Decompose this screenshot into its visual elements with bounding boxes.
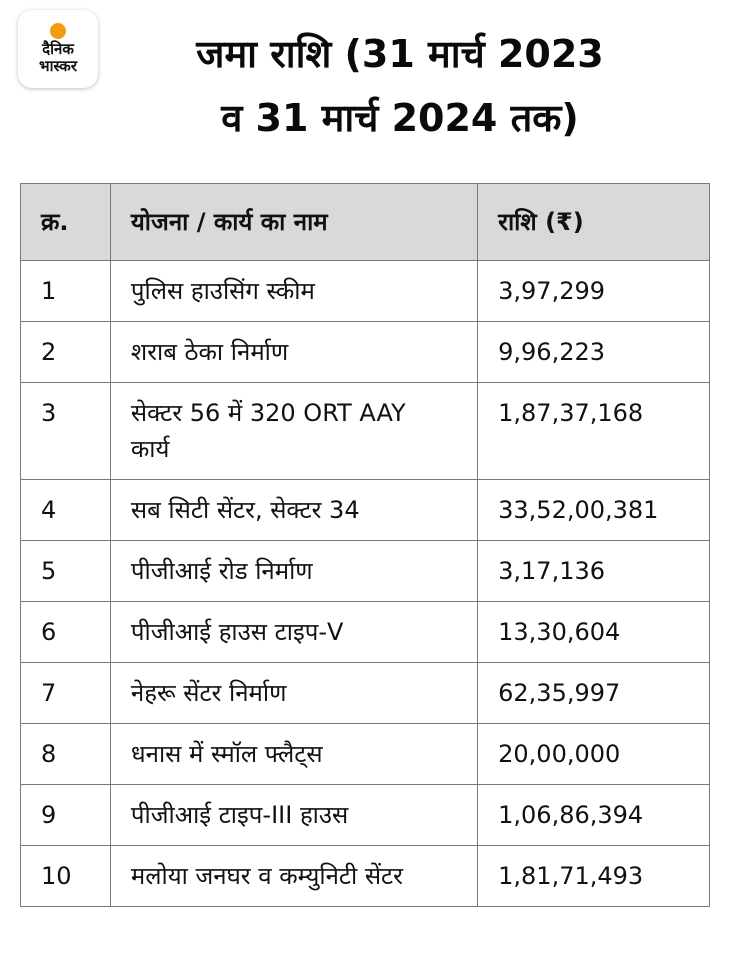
row-scheme-name: नेहरू सेंटर निर्माण xyxy=(110,663,477,724)
table-row xyxy=(21,724,710,785)
table-row xyxy=(21,322,710,383)
table-row xyxy=(21,541,710,602)
row-scheme-name: सब सिटी सेंटर, सेक्टर 34 xyxy=(110,480,477,541)
brand-logo xyxy=(18,10,98,88)
header-amount: राशि (₹) xyxy=(478,184,710,261)
table-row xyxy=(21,602,710,663)
row-amount: 13,30,604 xyxy=(478,602,710,663)
table-row xyxy=(21,785,710,846)
row-scheme-name: पीजीआई टाइप-III हाउस xyxy=(110,785,477,846)
row-scheme-name: धनास में स्मॉल फ्लैट्स xyxy=(110,724,477,785)
logo-text-line2: भास्कर xyxy=(39,57,77,75)
row-scheme-name: शराब ठेका निर्माण xyxy=(110,322,477,383)
row-serial: 7 xyxy=(21,663,111,724)
logo-text-line1: दैनिक xyxy=(42,40,74,58)
row-scheme-name: सेक्टर 56 में 320 ORT AAY कार्य xyxy=(110,383,477,480)
row-serial: 10 xyxy=(21,846,111,907)
row-amount: 62,35,997 xyxy=(478,663,710,724)
row-serial: 4 xyxy=(21,480,111,541)
page-title xyxy=(110,22,690,150)
row-amount: 1,06,86,394 xyxy=(478,785,710,846)
row-amount: 33,52,00,381 xyxy=(478,480,710,541)
table-row xyxy=(21,480,710,541)
row-serial: 5 xyxy=(21,541,111,602)
table-row xyxy=(21,383,710,480)
row-amount: 9,96,223 xyxy=(478,322,710,383)
row-scheme-name: पीजीआई रोड निर्माण xyxy=(110,541,477,602)
table-row xyxy=(21,846,710,907)
table-row xyxy=(21,261,710,322)
table-header-row xyxy=(21,184,710,261)
row-serial: 1 xyxy=(21,261,111,322)
sun-icon xyxy=(50,23,66,39)
title-line2: व 31 मार्च 2024 तक) xyxy=(221,96,579,140)
row-amount: 3,17,136 xyxy=(478,541,710,602)
header-scheme-name: योजना / कार्य का नाम xyxy=(110,184,477,261)
table-row xyxy=(21,663,710,724)
row-serial: 3 xyxy=(21,383,111,480)
row-serial: 8 xyxy=(21,724,111,785)
header-serial: क्र. xyxy=(21,184,111,261)
title-line1: जमा राशि (31 मार्च 2023 xyxy=(196,32,604,76)
row-serial: 9 xyxy=(21,785,111,846)
row-amount: 20,00,000 xyxy=(478,724,710,785)
row-scheme-name: मलोया जनघर व कम्युनिटी सेंटर xyxy=(110,846,477,907)
row-amount: 1,81,71,493 xyxy=(478,846,710,907)
deposits-table xyxy=(20,183,710,907)
row-serial: 2 xyxy=(21,322,111,383)
row-amount: 3,97,299 xyxy=(478,261,710,322)
row-scheme-name: पुलिस हाउसिंग स्कीम xyxy=(110,261,477,322)
row-amount: 1,87,37,168 xyxy=(478,383,710,480)
row-scheme-name: पीजीआई हाउस टाइप-V xyxy=(110,602,477,663)
row-serial: 6 xyxy=(21,602,111,663)
